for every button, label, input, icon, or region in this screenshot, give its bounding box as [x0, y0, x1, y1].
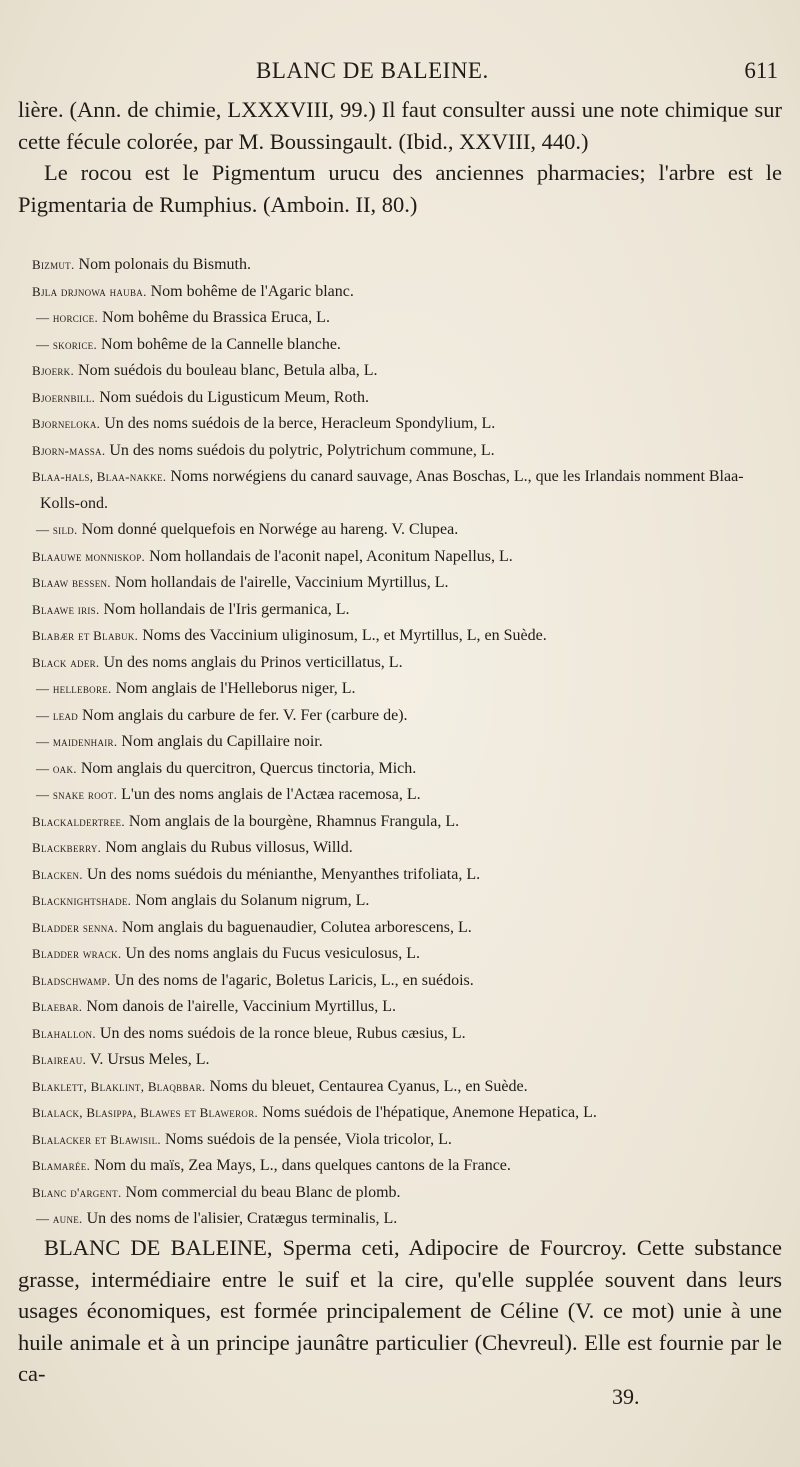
list-item	[18, 252, 782, 279]
entry-headword: Blaa-hals, Blaa-nakke.	[32, 469, 167, 484]
entry-headword: — maidenhair.	[36, 734, 118, 749]
entry-definition: Nom bohême de la Cannelle blanche.	[101, 335, 341, 353]
main-entry-paragraph	[18, 1232, 782, 1390]
list-item	[18, 888, 782, 915]
entry-definition: Nom polonais du Bismuth.	[78, 256, 251, 273]
list-item	[18, 835, 782, 862]
entry-definition: Noms suédois de la pensée, Viola tricolor, L.	[164, 1130, 452, 1148]
entry-definition: Nom suédois du bouleau blanc, Betula alba, L.	[78, 362, 378, 379]
running-title: BLANC DE BALEINE.	[256, 58, 489, 83]
entry-headword: Blahallon.	[32, 1025, 96, 1041]
entry-definition: Nom donné quelquefois en Norwége au hareng. V. Clupea.	[81, 521, 459, 538]
entry-definition: Nom hollandais de l'aconit napel, Aconitum Napellus, L.	[149, 547, 513, 565]
list-item	[18, 703, 782, 730]
entry-definition: Nom suédois du Ligusticum Meum, Roth.	[99, 388, 369, 406]
list-item	[18, 809, 782, 836]
list-item	[18, 1127, 782, 1154]
entry-definition: Un des noms anglais du Prinos verticillatus, L.	[103, 653, 403, 671]
entry-headword: Blacken.	[32, 866, 83, 882]
list-item	[18, 729, 782, 756]
entry-headword: Blabær et Blabuk.	[32, 628, 139, 643]
entry-headword: Blackaldertree.	[32, 813, 125, 829]
list-item	[18, 1100, 782, 1127]
list-item	[18, 570, 782, 597]
entry-headword: Bjornelokа.	[32, 416, 101, 431]
list-item	[18, 1180, 782, 1207]
entry-definition: Un des noms anglais du Fucus vesiculosus, L.	[125, 945, 421, 962]
entry-definition: L'un des noms anglais de l'Actæa racemosa, L.	[121, 786, 421, 803]
main-entry-text: , Sperma ceti, Adipocire de Fourcroy. Cette substance grasse, intermédiaire entre le suif et la cire, qu'elle supplée souvent dans leurs usages économiques, est formée principalement de Céline (V. ce mot) unie à une huile animale et à un principe jaunâtre particulier (Chevreul). Elle est fournie par le ca-	[18, 1235, 782, 1386]
entry-headword: Blalack, Blasippa, Blawes et Blaweror.	[32, 1105, 259, 1120]
entry-headword: — sild.	[36, 522, 78, 537]
entry-definition: Un des noms suédois du polytric, Polytrichum commune, L.	[109, 441, 495, 459]
entry-definition: Un des noms suédois de la ronce bleue, Rubus cæsius, L.	[99, 1024, 466, 1042]
page-number: 611	[744, 58, 778, 83]
entry-definition: Noms du bleuet, Centaurea Cyanus, L., en Suède.	[209, 1077, 528, 1095]
entry-definition: Nom anglais du carbure de fer. V. Fer (carbure de).	[82, 706, 408, 724]
list-item	[18, 1153, 782, 1180]
entry-headword: — lead	[36, 707, 79, 723]
entry-definition: Nom anglais du quercitron, Quercus tinctoria, Mich.	[80, 759, 417, 777]
list-item	[18, 597, 782, 624]
entry-definition: Noms norwégiens du canard sauvage, Anas Boschas, L., que les Irlandais nomment Blaa-Kolls-ond.	[40, 468, 744, 512]
list-item	[18, 915, 782, 942]
list-item	[18, 358, 782, 385]
entry-definition: Nom anglais du Capillaire noir.	[121, 733, 323, 750]
entry-headword: Blaireau.	[32, 1052, 87, 1067]
list-item	[18, 1021, 782, 1048]
entry-headword: Bladder wrack.	[32, 946, 122, 961]
list-item	[18, 756, 782, 783]
entry-headword: — skorice.	[36, 336, 98, 352]
entry-definition: Nom anglais du baguenaudier, Colutea arborescens, L.	[121, 918, 472, 936]
entry-headword: Bladschwamp.	[32, 972, 111, 988]
entry-headword: Blacknightshade.	[32, 893, 132, 908]
entry-headword: Bladder senna.	[32, 919, 118, 935]
entry-headword: Blackberry.	[32, 840, 102, 855]
entry-headword: Bjoernbill.	[32, 389, 96, 405]
entry-definition: Un des noms suédois de la berce, Heracleum Spondylium, L.	[104, 415, 496, 432]
list-item	[18, 650, 782, 677]
entry-definition: Nom bohême de l'Agaric blanc.	[150, 282, 354, 300]
entry-headword: Bjorn-massa.	[32, 442, 106, 458]
entry-headword: Blaauwe monniskop.	[32, 548, 146, 564]
list-item	[18, 862, 782, 889]
entry-definition: Un des noms de l'agaric, Boletus Laricis, L., en suédois.	[114, 971, 474, 989]
entry-definition: V. Ursus Meles, L.	[89, 1051, 210, 1068]
entry-headword: Bjoerk.	[32, 363, 75, 378]
main-entry-headword: BLANC DE BALEINE	[44, 1235, 267, 1260]
entry-headword: Bjla drjnowa hauba.	[32, 283, 147, 299]
intro-continuation: lière. (Ann. de chimie, LXXXVIII, 99.) Il faut consulter aussi une note chimique sur cette fécule colorée, par M. Boussingault. (Ibid., XXVIII, 440.)	[18, 97, 782, 154]
list-item	[18, 1074, 782, 1101]
entry-definition: Nom bohême du Brassica Eruca, L.	[102, 309, 330, 326]
list-item	[18, 782, 782, 809]
list-item	[18, 676, 782, 703]
entry-headword: Blaawe iris.	[32, 601, 100, 617]
dictionary-entry-list	[18, 252, 782, 1233]
list-item	[18, 385, 782, 412]
list-item	[18, 332, 782, 359]
entry-headword: Blanc d'argent.	[32, 1184, 122, 1200]
entry-headword: — hellebore.	[36, 681, 112, 696]
entry-definition: Nom anglais du Rubus villosus, Willd.	[105, 839, 353, 856]
entry-headword: Bizmut.	[32, 257, 75, 272]
entry-definition: Nom anglais de l'Helleborus niger, L.	[115, 680, 356, 697]
intro-paragraph-rocou: Le rocou est le Pigmentum urucu des anciennes pharmacies; l'arbre est le Pigmentaria de Rumphius. (Amboin. II, 80.)	[18, 160, 782, 217]
entry-headword: Black ader.	[32, 654, 100, 670]
entry-headword: — oak.	[36, 760, 77, 776]
running-header	[0, 56, 800, 90]
entry-definition: Un des noms suédois du ménianthe, Menyanthes trifoliata, L.	[86, 865, 481, 883]
entry-headword: Blalacker et Blawisil.	[32, 1131, 161, 1147]
entry-definition: Nom du maïs, Zea Mays, L., dans quelques cantons de la France.	[94, 1157, 511, 1174]
entry-definition: Noms des Vaccinium uliginosum, L., et Myrtillus, L, en Suède.	[142, 627, 547, 644]
entry-definition: Nom commercial du beau Blanc de plomb.	[125, 1183, 401, 1201]
entry-definition: Nom danois de l'airelle, Vaccinium Myrtillus, L.	[86, 998, 396, 1015]
entry-headword: Blaebar.	[32, 999, 83, 1014]
list-item	[18, 438, 782, 465]
list-item	[18, 544, 782, 571]
list-item	[18, 464, 782, 517]
list-item	[18, 968, 782, 995]
entry-headword: — aune.	[36, 1211, 83, 1226]
list-item	[18, 305, 782, 332]
entry-headword: Blaaw bessen.	[32, 575, 111, 590]
intro-paragraphs	[18, 94, 782, 220]
entry-headword: Blaklett, Blaklint, Blaqbbar.	[32, 1078, 206, 1094]
entry-definition: Nom hollandais de l'Iris germanica, L.	[103, 600, 350, 618]
entry-headword: Blamarée.	[32, 1158, 91, 1173]
list-item	[18, 517, 782, 544]
list-item	[18, 1047, 782, 1074]
list-item	[18, 941, 782, 968]
list-item	[18, 1206, 782, 1233]
entry-headword: — snake root.	[36, 787, 118, 802]
list-item	[18, 411, 782, 438]
entry-definition: Nom anglais du Solanum nigrum, L.	[135, 892, 370, 909]
entry-definition: Nom hollandais de l'airelle, Vaccinium Myrtillus, L.	[114, 574, 449, 591]
entry-definition: Nom anglais de la bourgène, Rhamnus Frangula, L.	[128, 812, 460, 830]
list-item	[18, 994, 782, 1021]
entry-definition: Noms suédois de l'hépatique, Anemone Hepatica, L.	[262, 1104, 597, 1121]
signature-mark: 39.	[612, 1384, 640, 1409]
list-item	[18, 279, 782, 306]
main-entry	[18, 1232, 782, 1390]
entry-headword: — horcice.	[36, 310, 99, 325]
entry-definition: Un des noms de l'alisier, Cratægus terminalis, L.	[86, 1210, 398, 1227]
list-item	[18, 623, 782, 650]
